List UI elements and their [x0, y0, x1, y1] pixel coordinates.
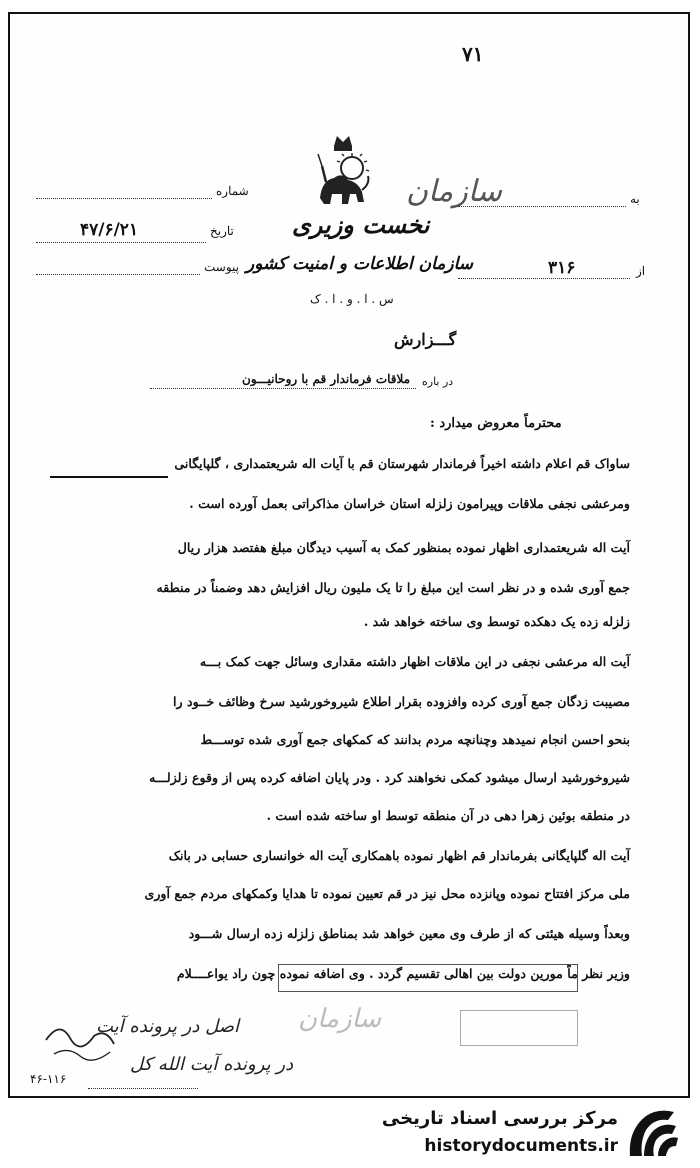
- number-dotted-line: [36, 198, 212, 199]
- lion-and-sun-emblem-icon: [312, 132, 374, 212]
- letterhead-code: س . ا . و . ا . ک: [310, 292, 394, 306]
- attachment-dotted-line: [36, 274, 200, 275]
- watermark-title: مرکز بررسی اسناد تاریخی: [381, 1108, 618, 1129]
- body-line: ساواک قم اعلام داشته اخیراً فرماندار شهرستان قم با آیات اله شریعتمداری ، گلپایگانی: [174, 456, 630, 471]
- body-line: زلزله زده یک دهکده توسط وی ساخته خواهد شد .: [363, 614, 630, 629]
- from-value: ۳۱۶: [548, 258, 576, 278]
- letterhead-subtitle: سازمان اطلاعات و امنیت کشور: [246, 254, 474, 274]
- report-subject: ملاقات فرماندار قم با روحانیـــون: [242, 372, 411, 386]
- body-line: شیروخورشید ارسال میشود کمکی نخواهند کرد . ودر پایان اضافه کرده پس از وقوع زلزلـــه: [149, 770, 630, 785]
- report-title: گـــزارش: [394, 330, 457, 349]
- body-line: وزیر نظر ماً مورین دولت بین اهالی تقسیم گردد . وی اضافه نموده چون راد یواعــــلام: [176, 966, 630, 981]
- faded-stamp: سازمان: [298, 1004, 382, 1034]
- body-line: آیت اله گلپایگانی بفرماندار قم اظهار نموده باهمکاری آیت اله خوانساری حسابی در بانک: [168, 848, 630, 863]
- letterhead-stamp: سازمان: [406, 174, 503, 209]
- subject-label: در باره: [422, 375, 454, 388]
- handwritten-note: در پرونده آیت الله کل: [130, 1054, 294, 1075]
- handwritten-underline: [50, 476, 168, 478]
- faded-stamp-box: [460, 1010, 578, 1046]
- to-dotted-line: [458, 206, 626, 207]
- to-label: به: [630, 192, 640, 206]
- body-line: آیت اله شریعتمداری اظهار نموده بمنظور کمک به آسیب دیدگان مبلغ هفتصد هزار ریال: [177, 540, 630, 555]
- page-number: ۷۱: [462, 42, 484, 66]
- reference-dotted-line: [88, 1088, 198, 1089]
- document-page: [8, 12, 690, 1098]
- number-label: شماره: [216, 184, 249, 198]
- attachment-label: پیوست: [204, 260, 239, 274]
- handwritten-note: اصل در پرونده آیت: [96, 1016, 239, 1037]
- body-line: ملی مرکز افتتاح نموده وپانزده محل نیز در قم تعیین نموده تا هدایا وکمکهای مردم جمع آوری: [144, 886, 630, 901]
- archive-logo-icon: [624, 1106, 680, 1160]
- body-line: ومرعشی نجفی ملاقات وپیرامون زلزله استان خراسان مذاکراتی بعمل آورده است .: [189, 496, 630, 511]
- document-reference: ۴۶-۱۱۶: [30, 1072, 67, 1086]
- body-line: جمع آوری شده و در نظر است این مبلغ را تا یک ملیون ریال افزایش دهد وضمناً در منطقه: [156, 580, 630, 595]
- greeting: محترماً معروض میدارد :: [430, 416, 562, 431]
- letterhead-title: نخست وزیری: [292, 210, 430, 239]
- from-dotted-line: [458, 278, 630, 279]
- subject-dotted-line: [150, 388, 416, 389]
- watermark-url: historydocuments.ir: [424, 1136, 618, 1156]
- date-dotted-line: [36, 242, 206, 243]
- date-label: تاریخ: [210, 224, 234, 238]
- body-line: در منطقه بوئین زهرا دهی در آن منطقه توسط او ساخته شده است .: [266, 808, 630, 823]
- body-line: مصیبت زدگان جمع آوری کرده وافزوده بقرار اطلاع شیروخورشید سرخ وظائف خــود را: [173, 694, 630, 709]
- date-value: ۴۷/۶/۲۱: [80, 220, 139, 240]
- stamp-box: [278, 964, 578, 992]
- body-line: بنحو احسن انجام نمیدهد وچنانچه مردم بدانند که کمکهای جمع آوری شده توســـط: [200, 732, 630, 747]
- body-line: وبعداً وسیله هیئتی که از طرف وی معین خواهد شد بمناطق زلزله زده ارسال شـــود: [188, 926, 630, 941]
- from-label: از: [636, 264, 646, 278]
- body-line: آیت اله مرعشی نجفی در این ملاقات اظهار داشته مقداری وسائل جهت کمک بـــه: [199, 654, 630, 669]
- watermark: [362, 1102, 692, 1162]
- signature-scribble-icon: [40, 1010, 120, 1070]
